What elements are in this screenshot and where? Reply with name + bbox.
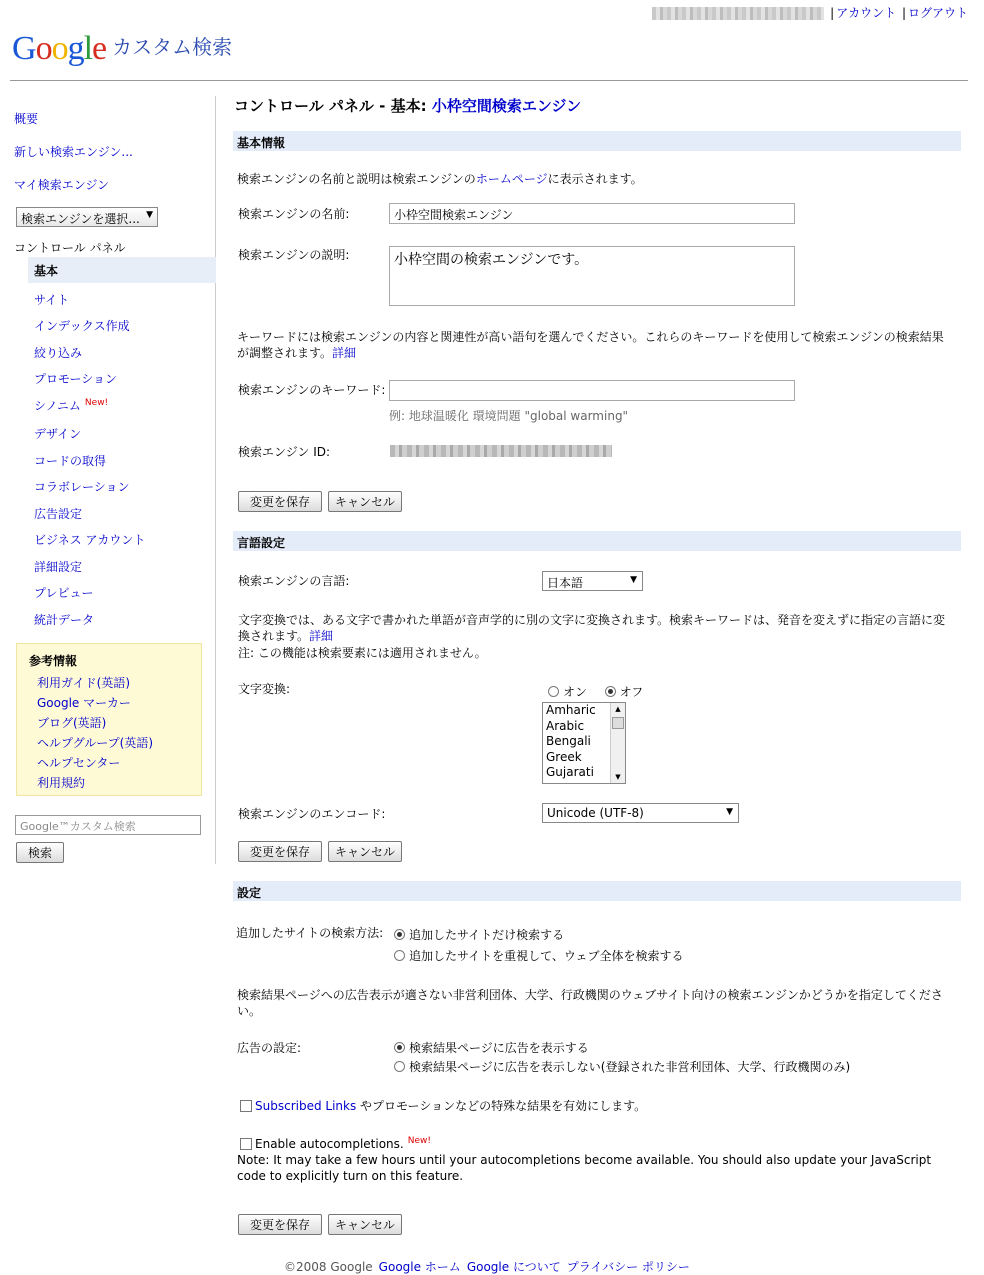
- footer: [284, 1258, 690, 1275]
- translit-off-radio[interactable]: [605, 686, 616, 697]
- sidebar-item-indexing[interactable]: インデックス作成: [34, 319, 130, 333]
- ads-label: 広告の設定:: [237, 1041, 302, 1055]
- engine-id-label: 検索エンジン ID:: [238, 445, 331, 459]
- logout-link[interactable]: ログアウト: [907, 6, 968, 20]
- sidebar-item-advanced[interactable]: 詳細設定: [34, 560, 83, 574]
- list-item[interactable]: Greek: [546, 749, 582, 764]
- translit-detail-link[interactable]: 詳細: [309, 629, 334, 643]
- title-engine-name[interactable]: 小枠空間検索エンジン: [431, 97, 582, 115]
- sidebar-item-design[interactable]: デザイン: [34, 427, 82, 441]
- reference-title: 参考情報: [29, 654, 78, 668]
- engine-desc-label: 検索エンジンの説明:: [238, 248, 350, 262]
- encoding-label: 検索エンジンのエンコード:: [238, 807, 386, 821]
- chevron-down-icon: ▼: [630, 575, 637, 585]
- header-divider: [10, 80, 968, 81]
- encoding-select-value: Unicode (UTF-8): [547, 806, 644, 820]
- translit-label: 文字変換:: [238, 682, 291, 696]
- reference-link-marker[interactable]: Google マーカー: [37, 696, 131, 710]
- sidebar-item-get-code[interactable]: コードの取得: [34, 454, 107, 468]
- footer-link-privacy[interactable]: プライバシー ポリシー: [566, 1260, 690, 1274]
- cancel-button-basic[interactable]: キャンセル: [328, 491, 402, 512]
- ads-opt1-radio[interactable]: [394, 1042, 405, 1053]
- ads-intro: 検索結果ページへの広告表示が適さない非営利団体、大学、行政機関のウェブサイト向けの検索エンジンかどうかを指定してください。: [237, 988, 943, 1018]
- list-item[interactable]: Arabic: [546, 718, 585, 733]
- sidebar-item-sites[interactable]: サイト: [34, 293, 70, 307]
- search-method-opt1: 追加したサイトだけ検索する: [394, 926, 564, 943]
- search-method-opt2: 追加したサイトを重視して、ウェブ全体を検索する: [394, 947, 683, 964]
- page-title: [234, 95, 581, 116]
- title-prefix: コントロール パネル - 基本:: [234, 97, 432, 115]
- search-method-opt2-radio[interactable]: [394, 950, 405, 961]
- language-select-value: 日本語: [547, 576, 584, 590]
- scroll-down-icon[interactable]: ▼: [615, 773, 621, 781]
- sidebar-item-refinements[interactable]: 絞り込み: [34, 346, 83, 360]
- encoding-select[interactable]: [542, 803, 739, 823]
- autocomplete-checkbox[interactable]: [240, 1138, 252, 1150]
- translit-language-listbox[interactable]: [542, 702, 626, 784]
- sidebar-overview-link[interactable]: 概要: [14, 112, 39, 126]
- language-label: 検索エンジンの言語:: [238, 574, 350, 588]
- translit-note: 注: この機能は検索要素には適用されません。: [238, 646, 487, 660]
- keyword-detail-link[interactable]: 詳細: [332, 346, 357, 360]
- subscribed-links-link[interactable]: Subscribed Links: [255, 1099, 357, 1113]
- language-select[interactable]: [542, 571, 643, 591]
- list-item[interactable]: Amharic: [546, 703, 596, 717]
- sidebar-new-engine-link[interactable]: 新しい検索エンジン...: [14, 145, 133, 159]
- sidebar-item-preview[interactable]: プレビュー: [34, 586, 94, 600]
- engine-select-value: 検索エンジンを選択...: [21, 212, 140, 226]
- ads-opt2: 検索結果ページに広告を表示しない(登録された非営利団体、大学、行政機関のみ): [394, 1058, 850, 1075]
- subscribed-links-row: Subscribed Links やプロモーションなどの特殊な結果を有効にします。: [240, 1097, 646, 1114]
- google-logo: Google: [12, 30, 107, 67]
- engine-name-label: 検索エンジンの名前:: [238, 207, 350, 221]
- footer-link-home[interactable]: Google ホーム: [378, 1260, 461, 1274]
- sidebar-item-ads[interactable]: 広告設定: [34, 507, 83, 521]
- keyword-intro: キーワードには検索エンジンの内容と関連性が高い語句を選んでください。これらのキーワードを使用して検索エンジンの検索結果が調整されます。詳細: [237, 330, 944, 360]
- cancel-button-language[interactable]: キャンセル: [328, 841, 402, 862]
- blurred-user-email: [652, 7, 824, 20]
- sidebar-search-input[interactable]: Google™カスタム検索: [15, 815, 201, 835]
- keyword-hint: 例: 地球温暖化 環境問題 "global warming": [389, 409, 629, 423]
- engine-name-input[interactable]: 小枠空間検索エンジン: [389, 203, 795, 224]
- homepage-link[interactable]: ホームページ: [475, 172, 548, 186]
- reference-link-helpgroup[interactable]: ヘルプグループ(英語): [37, 736, 154, 750]
- autocomplete-row: [240, 1136, 431, 1151]
- new-badge: New!: [407, 1136, 431, 1146]
- copyright: ©2008 Google: [284, 1260, 373, 1274]
- list-item[interactable]: Gujarati: [546, 765, 594, 780]
- sidebar-item-synonyms[interactable]: シノニム: [34, 399, 81, 413]
- section-basic-info: 基本情報: [233, 131, 961, 151]
- chevron-down-icon: ▼: [146, 210, 153, 220]
- sidebar-item-promotions[interactable]: プロモーション: [34, 372, 118, 386]
- scroll-up-icon[interactable]: ▲: [615, 705, 621, 713]
- translit-radio-group: [548, 683, 643, 700]
- scroll-thumb[interactable]: [612, 717, 624, 729]
- sidebar-item-basic[interactable]: 基本: [34, 264, 59, 278]
- section-settings: 設定: [233, 881, 961, 901]
- reference-link-blog[interactable]: ブログ(英語): [37, 716, 107, 730]
- sidebar-my-engines-link[interactable]: マイ検索エンジン: [14, 178, 110, 192]
- ads-opt2-radio[interactable]: [394, 1061, 405, 1072]
- top-account-bar: | アカウント | ログアウト: [652, 4, 968, 21]
- cancel-button-settings[interactable]: キャンセル: [328, 1214, 402, 1235]
- translit-intro: 文字変換では、ある文字で書かれた単語が音声学的に別の文字に変換されます。検索キーワードは、発音を変えずに指定の言語に変換されます。詳細: [238, 613, 946, 643]
- reference-box: [16, 643, 202, 796]
- blurred-engine-id: [390, 445, 612, 457]
- reference-link-guide[interactable]: 利用ガイド(英語): [37, 676, 131, 690]
- ads-opt1: 検索結果ページに広告を表示する: [394, 1039, 589, 1056]
- footer-link-about[interactable]: Google について: [466, 1260, 561, 1274]
- autocomplete-note: Note: It may take a few hours until your autocompletions become available. You should also update your JavaScript code to explicitly turn on this feature.: [237, 1153, 932, 1183]
- sidebar-item-stats[interactable]: 統計データ: [34, 613, 95, 627]
- basic-intro: 検索エンジンの名前と説明は検索エンジンのホームページに表示されます。: [237, 172, 643, 186]
- subscribed-links-checkbox[interactable]: [240, 1100, 252, 1112]
- sidebar-item-collaboration[interactable]: コラボレーション: [34, 480, 130, 494]
- translit-off-label: オフ: [619, 685, 644, 699]
- new-badge: New!: [84, 398, 109, 408]
- save-button-settings[interactable]: 変更を保存: [238, 1214, 322, 1235]
- engine-desc-textarea[interactable]: 小枠空間の検索エンジンです。: [389, 246, 795, 306]
- google-custom-search-logo[interactable]: [12, 30, 232, 72]
- product-name: カスタム検索: [112, 35, 233, 59]
- engine-select-dropdown[interactable]: [16, 207, 158, 227]
- reference-link-helpcenter[interactable]: ヘルプセンター: [37, 756, 121, 770]
- autocomplete-label: Enable autocompletions.: [255, 1137, 404, 1151]
- search-method-opt1-radio[interactable]: [394, 929, 405, 940]
- translit-on-radio[interactable]: [548, 686, 559, 697]
- keyword-label: 検索エンジンのキーワード:: [238, 383, 386, 397]
- sidebar-search-button[interactable]: 検索: [16, 842, 64, 863]
- account-link[interactable]: アカウント: [836, 6, 897, 20]
- listbox-scrollbar[interactable]: [610, 703, 625, 783]
- list-item[interactable]: Bengali: [546, 734, 591, 749]
- control-panel-label: コントロール パネル: [14, 241, 126, 255]
- reference-link-terms[interactable]: 利用規約: [37, 776, 86, 790]
- keyword-input[interactable]: [389, 380, 795, 401]
- save-button-basic[interactable]: 変更を保存: [238, 491, 322, 512]
- translit-on-label: オン: [563, 685, 588, 699]
- save-button-language[interactable]: 変更を保存: [238, 841, 322, 862]
- sidebar-item-business[interactable]: ビジネス アカウント: [34, 533, 146, 547]
- search-method-label: 追加したサイトの検索方法:: [236, 926, 384, 940]
- chevron-down-icon: ▼: [726, 807, 733, 817]
- section-language: 言語設定: [233, 531, 961, 551]
- sidebar-item-synonyms-wrap: [34, 397, 108, 414]
